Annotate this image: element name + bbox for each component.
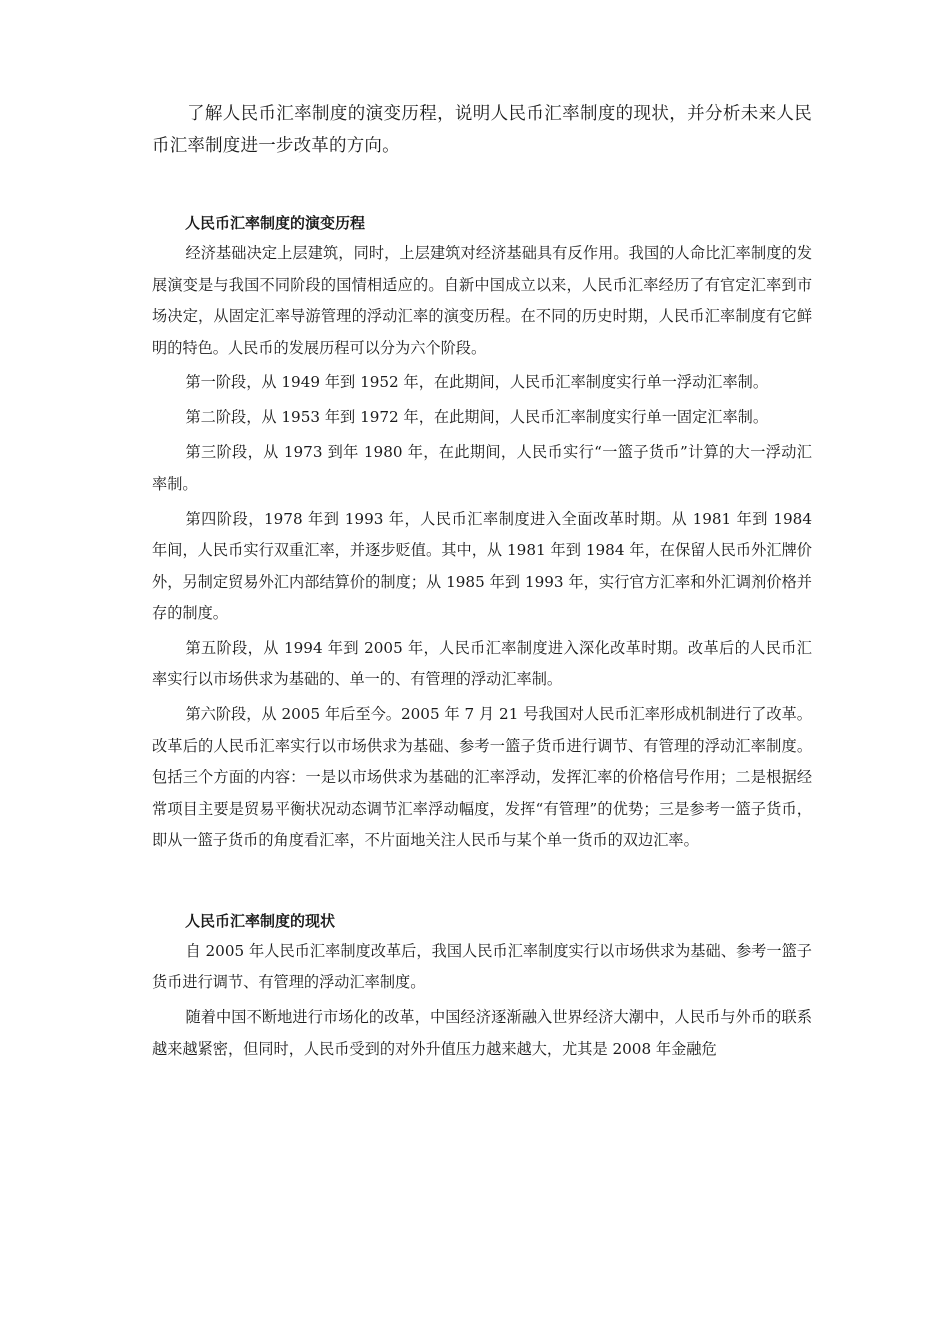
paragraph: 随着中国不断地进行市场化的改革，中国经济逐渐融入世界经济大潮中，人民币与外币的联系越来越紧密，但同时，人民币受到的对外升值压力越来越大，尤其是 2008 年金融危	[152, 1008, 812, 1058]
paragraph-stage-6: 第六阶段，从 2005 年后至今。2005 年 7 月 21 号我国对人民币汇率形成机制进行了改革。改革后的人民币汇率实行以市场供求为基础、参考一篮子货币进行调节、有管理的浮动汇率制度。包括三个方面的内容：一是以市场供求为基础的汇率浮动，发挥汇率的价格信号作用；二是根据经常项目主要是贸易平衡状况动态调节汇率浮动幅度，发挥“有管理”的优势；三是参考一篮子货币，即从一篮子货币的角度看汇率，不片面地关注人民币与某个单一货币的双边汇率。	[152, 705, 812, 850]
section-heading-evolution: 人民币汇率制度的演变历程	[185, 214, 366, 232]
section-heading-status: 人民币汇率制度的现状	[185, 911, 336, 930]
paragraph-stage-5: 第五阶段，从 1994 年到 2005 年，人民币汇率制度进入深化改革时期。改革后的人民币汇率实行以市场供求为基础的、单一的、有管理的浮动汇率制。	[152, 638, 812, 689]
paragraph: 经济基础决定上层建筑，同时，上层建筑对经济基础具有反作用。我国的人命比汇率制度的发展演变是与我国不同阶段的国情相适应的。自新中国成立以来，人民币汇率经历了有官定汇率到市场决定，从固定汇率导游管理的浮动汇率的演变历程。在不同的历史时期，人民币汇率制度有它鲜明的特色。人民币的发展历程可以分为六个阶段。	[152, 244, 812, 357]
paragraph-stage-2: 第二阶段，从 1953 年到 1972 年，在此期间，人民币汇率制度实行单一固定汇率制。	[185, 408, 769, 427]
paragraph-stage-3: 第三阶段，从 1973 到年 1980 年，在此期间，人民币实行“一篮子货币”计算的大一浮动汇率制。	[152, 443, 812, 493]
document-body	[152, 98, 812, 1069]
paragraph-stage-4: 第四阶段，1978 年到 1993 年，人民币汇率制度进入全面改革时期。从 1981 年到 1984 年间，人民币实行双重汇率，并逐步贬值。其中，从 1981 年到 1984 年，在保留人民币外汇牌价外，另制定贸易外汇内部结算价的制度；从 1985 年到 1993 年，实行官方汇率和外汇调剂价格并存的制度。	[152, 509, 812, 623]
paragraph: 自 2005 年人民币汇率制度改革后，我国人民币汇率制度实行以市场供求为基础、参考一篮子货币进行调节、有管理的浮动汇率制度。	[152, 941, 812, 992]
paragraph-stage-1: 第一阶段，从 1949 年到 1952 年，在此期间，人民币汇率制度实行单一浮动汇率制。	[185, 373, 769, 392]
intro-paragraph: 了解人民币汇率制度的演变历程，说明人民币汇率制度的现状，并分析未来人民币汇率制度进一步改革的方向。	[152, 104, 812, 156]
